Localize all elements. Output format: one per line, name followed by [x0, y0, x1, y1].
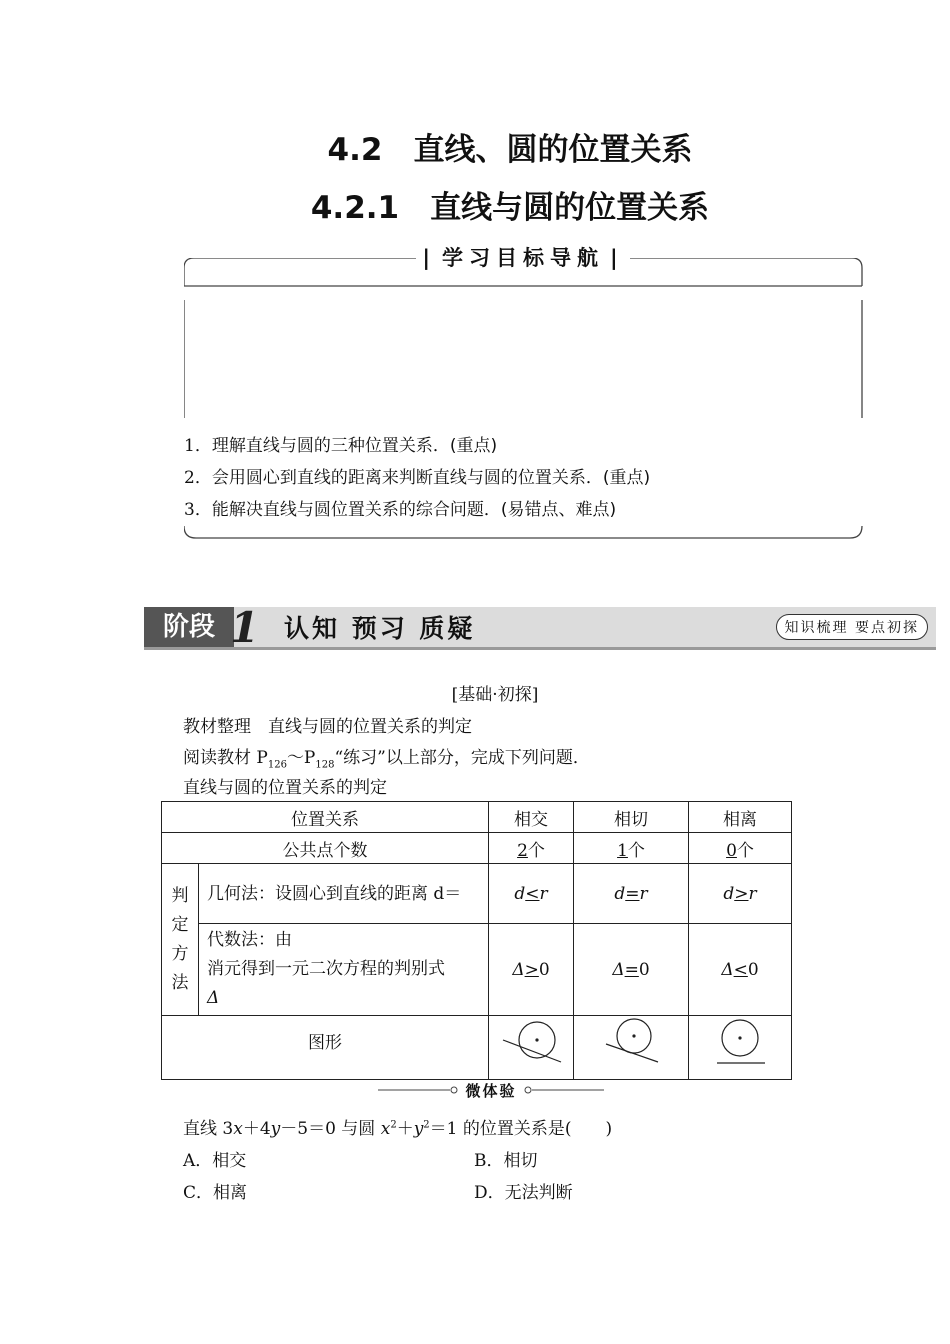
stage-banner [144, 603, 936, 652]
figure-separate [689, 1016, 792, 1080]
reading-instruction: 阅读教材 $P_{126}\sim P_{128}“$练习”以上部分，完成下列问题． [183, 748, 590, 771]
stage-number: 1 [230, 603, 260, 652]
geometric-tangent: d=r [574, 864, 689, 924]
goals-heading: | 学习目标导航 | [184, 242, 862, 272]
algebraic-tangent: Δ=0 [574, 924, 689, 1016]
geometric-separate: d>r [689, 864, 792, 924]
common-count-separate: 0个 [689, 833, 792, 864]
learning-goals-box [184, 246, 862, 540]
algebraic-intersect: Δ>0 [489, 924, 574, 1016]
option-c[interactable]: C．相离 [183, 1183, 248, 1203]
experience-divider [378, 1080, 604, 1100]
section-subject: 教材整理 直线与圆的位置关系的判定 [183, 717, 472, 737]
goal-item-2: 2．会用圆心到直线的距离来判断直线与圆的位置关系．(重点) [184, 468, 651, 488]
option-b[interactable]: B．相切 [474, 1151, 538, 1171]
geometric-method-label: 几何法：设圆心到直线的距离 d＝ [199, 864, 489, 924]
section-label: [基础·初探] [451, 685, 539, 705]
stage-heading: 认知 预习 质疑 [284, 614, 476, 643]
intersect-figure [489, 1016, 573, 1074]
experience-heading: 微体验 [465, 1082, 517, 1100]
experience-question: 直线 3x＋4y－5＝0 与圆 $x^2+y^2=1$ 的位置关系是( ) [183, 1119, 613, 1139]
figure-label: 图形 [162, 1016, 489, 1080]
option-a[interactable]: A．相交 [183, 1151, 247, 1171]
row-common-points-label: 公共点个数 [162, 833, 489, 864]
header-intersect: 相交 [489, 802, 574, 833]
section-title: 4.2 直线、圆的位置关系 [327, 132, 693, 168]
option-d[interactable]: D．无法判断 [474, 1183, 573, 1203]
common-count-intersect: 2个 [489, 833, 574, 864]
stage-tag: 知识梳理 要点初探 [776, 614, 928, 640]
header-relation: 位置关系 [162, 802, 489, 833]
table-title: 直线与圆的位置关系的判定 [183, 778, 387, 798]
geometric-intersect: d<r [489, 864, 574, 924]
figure-tangent [574, 1016, 689, 1080]
method-label: 判 定 方 法 [162, 864, 199, 1016]
common-count-tangent: 1个 [574, 833, 689, 864]
goal-item-1: 1．理解直线与圆的三种位置关系．(重点) [184, 436, 498, 456]
figure-intersect [489, 1016, 574, 1080]
relation-table [161, 801, 792, 1080]
goal-item-3: 3．能解决直线与圆位置关系的综合问题．(易错点、难点) [184, 500, 617, 520]
algebraic-method-label: 代数法：由 消元得到一元二次方程的判别式 Δ [199, 924, 489, 1016]
tangent-figure [574, 1016, 688, 1074]
subsection-title: 4.2.1 直线与圆的位置关系 [310, 190, 710, 226]
separate-figure [689, 1016, 791, 1074]
stage-label: 阶段 [144, 607, 234, 647]
algebraic-separate: Δ<0 [689, 924, 792, 1016]
header-separate: 相离 [689, 802, 792, 833]
header-tangent: 相切 [574, 802, 689, 833]
